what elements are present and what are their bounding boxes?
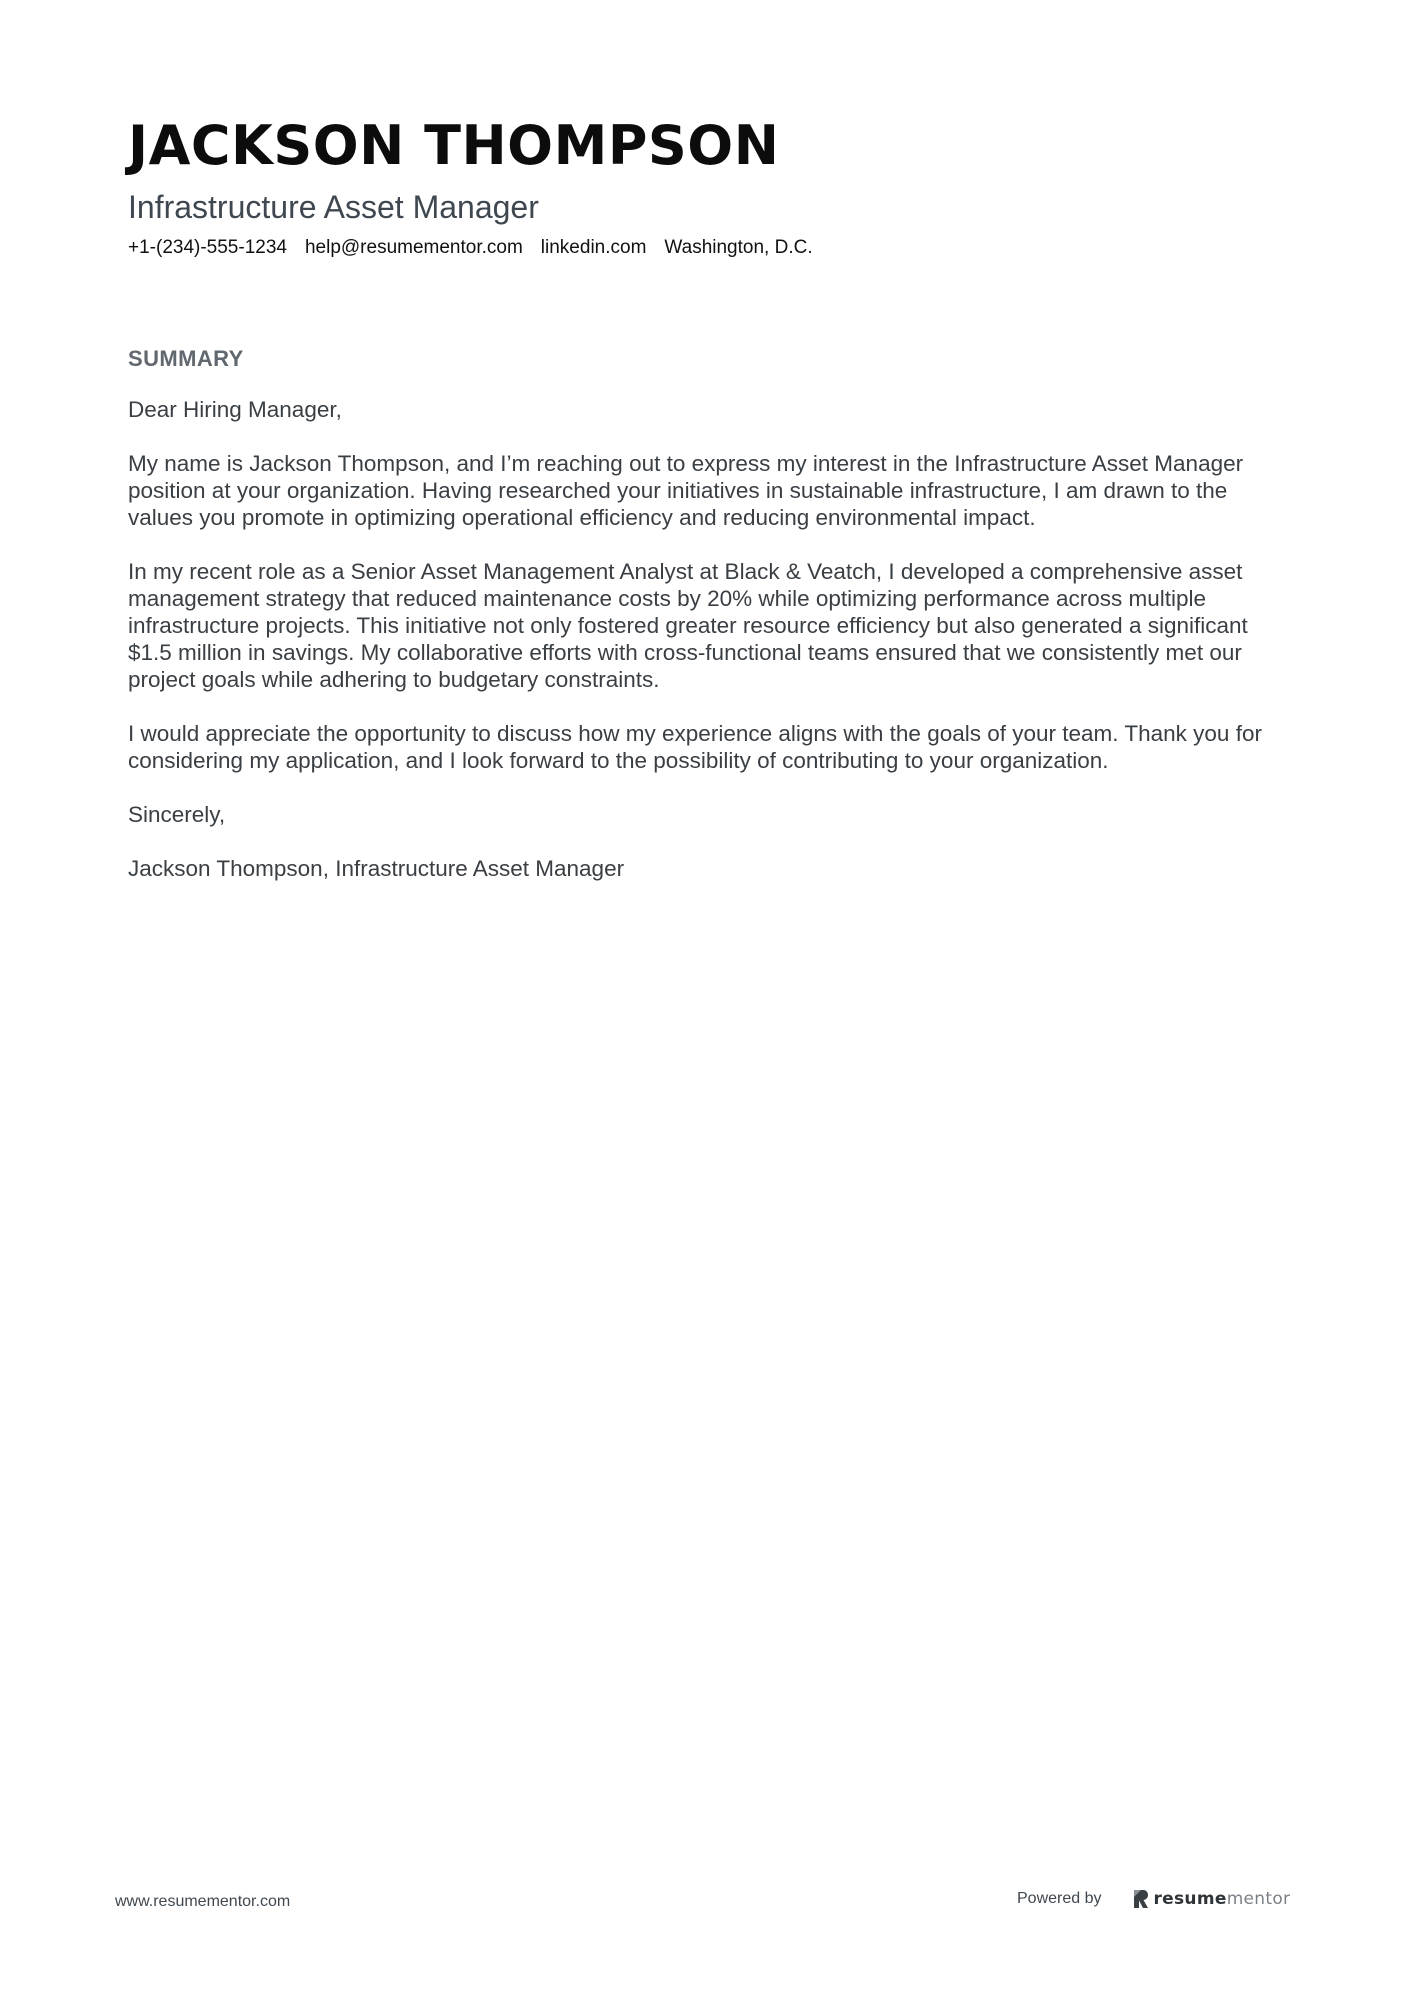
contact-location: Washington, D.C. (664, 237, 813, 258)
section-heading: SUMMARY (128, 346, 244, 371)
letter-signature: Jackson Thompson, Infrastructure Asset Manager (128, 856, 625, 881)
resumementor-logo (1132, 1888, 1291, 1910)
letter-body (128, 396, 1278, 882)
candidate-name: JACKSON THOMPSON (128, 114, 780, 177)
footer-website: www.resumementor.com (115, 1893, 291, 1910)
contact-email: help@resumementor.com (304, 237, 523, 258)
footer-branding (1017, 1888, 1290, 1910)
contact-phone: +1-(234)-555-1234 (128, 237, 287, 258)
letter-greeting: Dear Hiring Manager, (128, 397, 342, 422)
header (128, 108, 1288, 262)
letter-closing: Sincerely, (128, 802, 226, 827)
logo-text-light: mentor (1226, 1889, 1291, 1909)
logo-wordmark (1154, 1889, 1291, 1909)
logo-text-bold: resume (1153, 1889, 1227, 1909)
contact-info (128, 234, 1288, 262)
summary-section (128, 344, 1278, 909)
job-title: Infrastructure Asset Manager (128, 189, 539, 225)
letter-paragraph: My name is Jackson Thompson, and I’m reaching out to express my interest in the Infrastructure Asset Manager position at your organization. Having researched your initiatives in sustainable infrastructure, I am drawn to the values you promote in optimizing operational efficiency and reducing environmental impact. (128, 451, 1244, 530)
contact-linkedin: linkedin.com (540, 237, 647, 258)
letter-paragraph: I would appreciate the opportunity to discuss how my experience aligns with the goals of your team. Thank you for considering my application, and I look forward to the possibility of contributing to your organization. (128, 721, 1262, 773)
resumementor-logo-icon (1132, 1888, 1150, 1910)
powered-by-label: Powered by (1017, 1890, 1102, 1907)
letter-paragraph: In my recent role as a Senior Asset Management Analyst at Black & Veatch, I developed a comprehensive asset management strategy that reduced maintenance costs by 20% while optimizing performance across multiple infrastructure projects. This initiative not only fostered greater resource efficiency but also generated a significant $1.5 million in savings. My collaborative efforts with cross-functional teams ensured that we consistently met our project goals while adhering to budgetary constraints. (128, 559, 1248, 692)
